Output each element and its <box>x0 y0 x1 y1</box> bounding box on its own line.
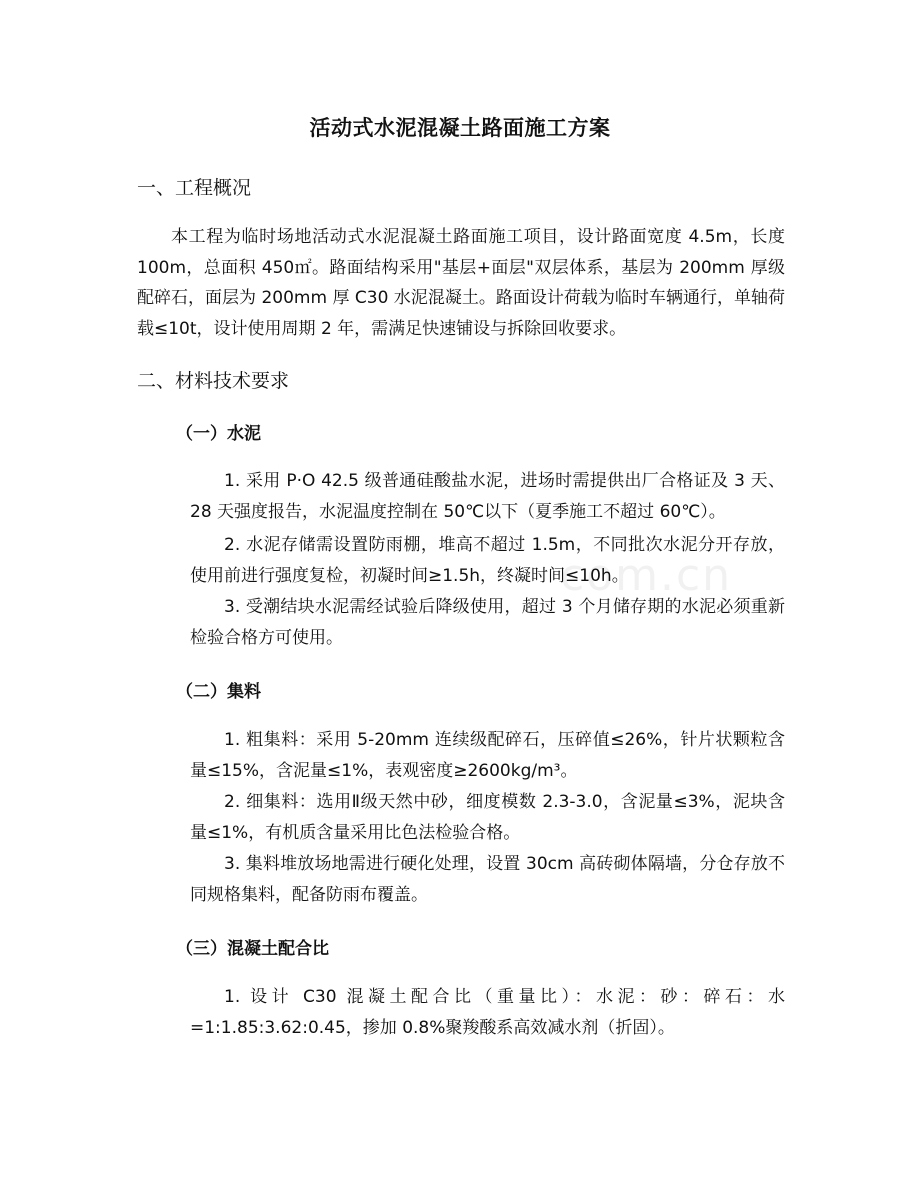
mix-ratio-item-1: 1. 设计 C30 混凝土配合比（重量比）：水泥：砂：碎石：水=1:1.85:3.62:0.45，掺加 0.8%聚羧酸系高效减水剂（折固）。 <box>190 987 785 1038</box>
cement-item-1: 1. 采用 P·O 42.5 级普通硅酸盐水泥，进场时需提供出厂合格证及 3 天、28 天强度报告，水泥温度控制在 50℃以下（夏季施工不超过 60℃）。 <box>190 471 785 522</box>
subsection-heading-cement: （一）水泥 <box>176 424 261 444</box>
cement-item-2: 2. 水泥存储需设置防雨棚，堆高不超过 1.5m，不同批次水泥分开存放，使用前进行强度复检，初凝时间≥1.5h，终凝时间≤10h。 <box>190 535 785 586</box>
overview-paragraph: 本工程为临时场地活动式水泥混凝土路面施工项目，设计路面宽度 4.5m，长度 100m，总面积 450㎡。路面结构采用"基层+面层"双层体系，基层为 200mm 厚级配碎石，面层为 200mm 厚 C30 水泥混凝土。路面设计荷载为临时车辆通行，单轴荷载≤10t，设计使用周期 2 年，需满足快速铺设与拆除回收要求。 <box>137 227 785 339</box>
aggregate-item-1: 1. 粗集料：采用 5-20mm 连续级配碎石，压碎值≤26%，针片状颗粒含量≤15%，含泥量≤1%，表观密度≥2600kg/m³。 <box>190 730 785 781</box>
cement-item-3: 3. 受潮结块水泥需经试验后降级使用，超过 3 个月储存期的水泥必须重新检验合格方可使用。 <box>190 597 785 648</box>
aggregate-item-3: 3. 集料堆放场地需进行硬化处理，设置 30cm 高砖砌体隔墙，分仓存放不同规格集料，配备防雨布覆盖。 <box>190 854 785 905</box>
aggregate-item-2: 2. 细集料：选用Ⅱ级天然中砂，细度模数 2.3-3.0，含泥量≤3%，泥块含量≤1%，有机质含量采用比色法检验合格。 <box>190 792 785 843</box>
subsection-heading-mix-ratio: （三）混凝土配合比 <box>176 939 329 959</box>
document-title: 活动式水泥混凝土路面施工方案 <box>309 116 611 140</box>
watermark: com.cn <box>560 550 733 601</box>
section-heading-materials: 二、材料技术要求 <box>137 370 290 392</box>
subsection-heading-aggregate: （二）集料 <box>176 682 261 702</box>
section-heading-overview: 一、工程概况 <box>137 177 252 199</box>
